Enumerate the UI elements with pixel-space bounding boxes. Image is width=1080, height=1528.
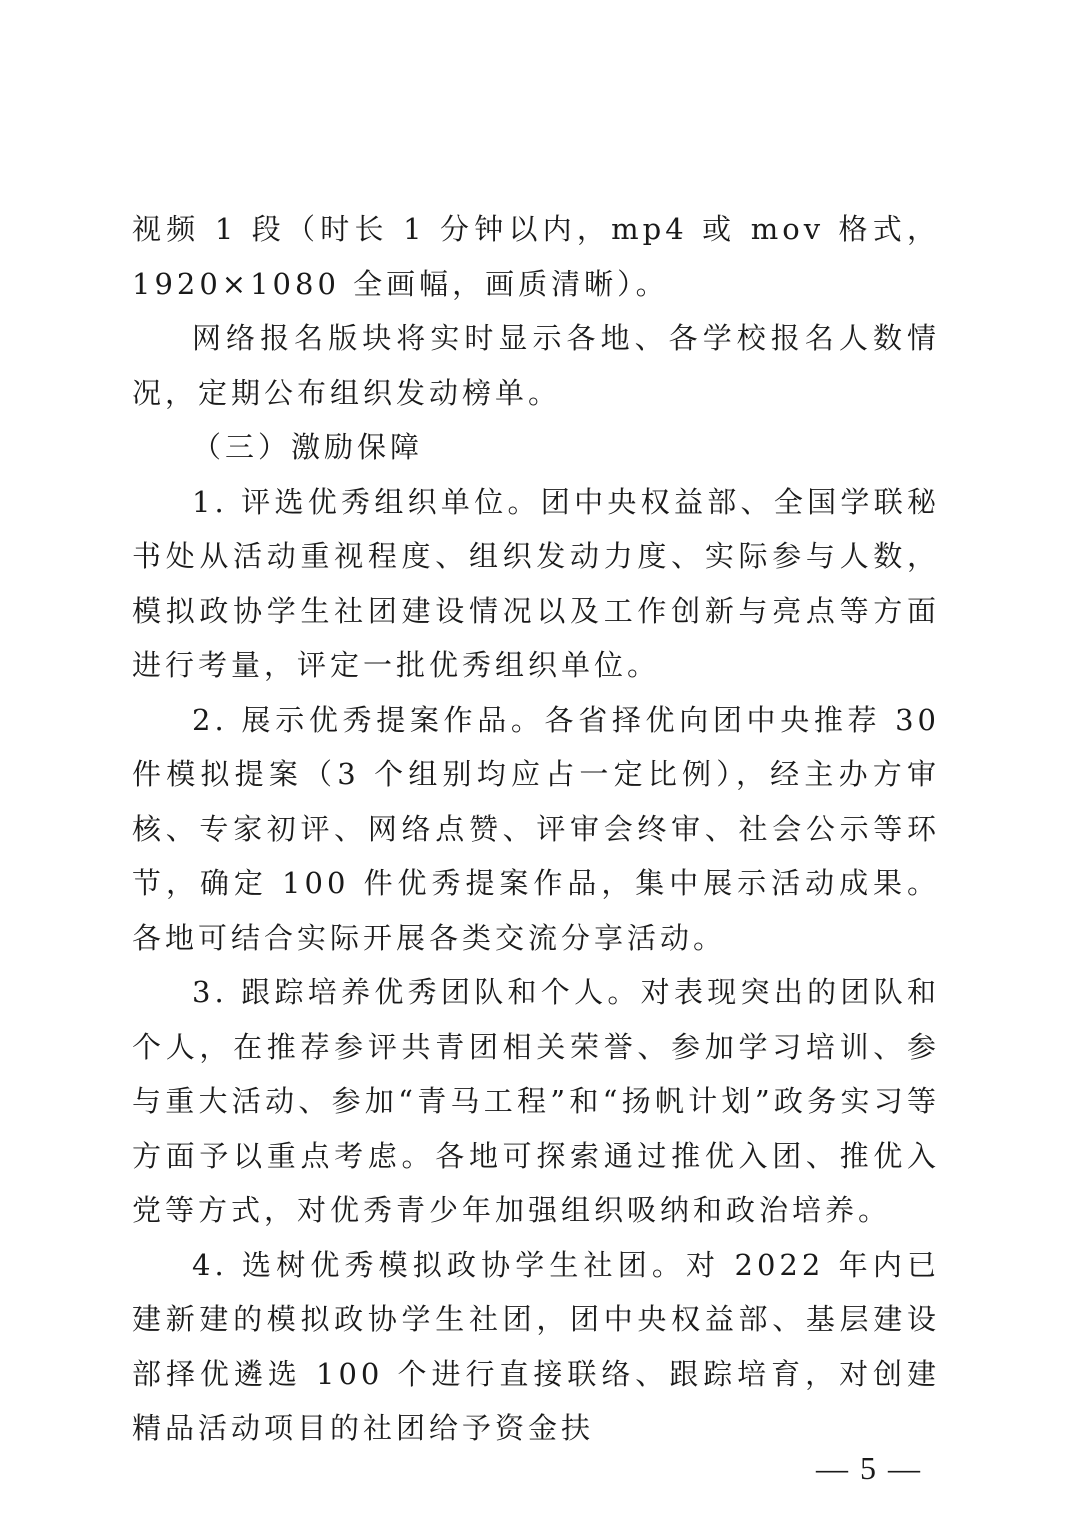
body-text — [132, 202, 940, 1456]
section-heading-incentives: （三）激励保障 — [192, 430, 424, 464]
paragraph-item-3: 3. 跟踪培养优秀团队和个人。对表现突出的团队和个人，在推荐参评共青团相关荣誉、参加学习培训、参与重大活动、参加“青马工程”和“扬帆计划”政务实习等方面予以重点考虑。各地可探索通过推优入团、推优入党等方式，对优秀青少年加强组织吸纳和政治培养。 — [132, 975, 940, 1227]
paragraph-video-requirement: 视频 1 段（时长 1 分钟以内，mp4 或 mov 格式，1920×1080 全画幅，画质清晰）。 — [132, 212, 940, 301]
page-number: — 5 — — [816, 1450, 922, 1486]
paragraph-online-registration: 网络报名版块将实时显示各地、各学校报名人数情况，定期公布组织发动榜单。 — [132, 321, 940, 410]
paragraph-item-1: 1. 评选优秀组织单位。团中央权益部、全国学联秘书处从活动重视程度、组织发动力度、实际参与人数，模拟政协学生社团建设情况以及工作创新与亮点等方面进行考量，评定一批优秀组织单位。 — [132, 484, 940, 682]
paragraph-item-2: 2. 展示优秀提案作品。各省择优向团中央推荐 30 件模拟提案（3 个组别均应占一定比例），经主办方审核、专家初评、网络点赞、评审会终审、社会公示等环节，确定 100 件优秀提案作品，集中展示活动成果。各地可结合实际开展各类交流分享活动。 — [132, 702, 940, 955]
paragraph-item-4: 4. 选树优秀模拟政协学生社团。对 2022 年内已建新建的模拟政协学生社团，团中央权益部、基层建设部择优遴选 100 个进行直接联络、跟踪培育，对创建精品活动项目的社团给予资金扶 — [132, 1247, 940, 1445]
